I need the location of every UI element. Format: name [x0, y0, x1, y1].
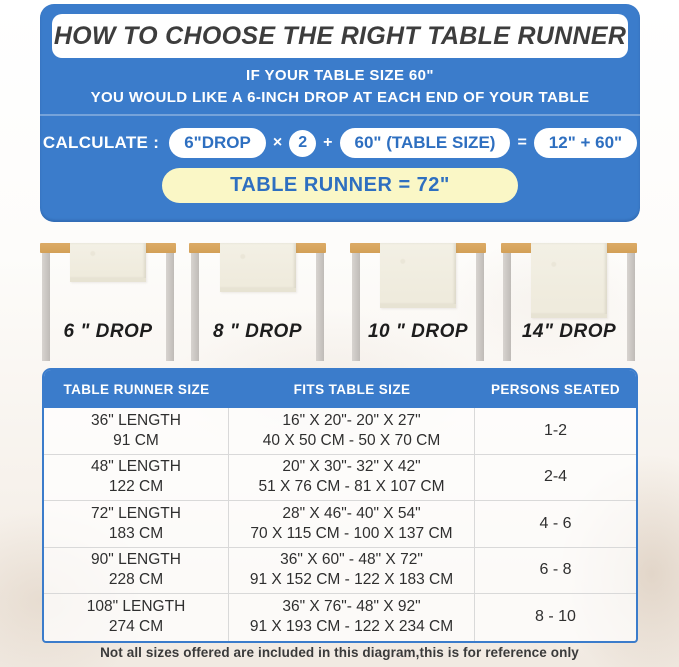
calculation-row [40, 128, 640, 158]
calculate-label: CALCULATE : [42, 133, 160, 152]
sum-pill: 12" + 60" [534, 128, 637, 158]
table-leg [476, 253, 484, 361]
equals-operator: = [517, 134, 527, 151]
drop-pill: 6"DROP [169, 128, 266, 158]
drop-label: 10 " DROP [367, 321, 469, 342]
drop-label: 14" DROP [521, 321, 617, 342]
runner-drape [220, 243, 296, 292]
runner-size-cell: 108" LENGTH 274 CM [44, 594, 229, 641]
divider [40, 114, 640, 116]
title-box [52, 14, 628, 58]
multiplier-badge: 2 [289, 130, 316, 157]
subtitle-line-1: IF YOUR TABLE SIZE 60" [246, 67, 434, 84]
header-panel [40, 4, 640, 222]
drop-label: 8 " DROP [212, 321, 303, 342]
col-header-persons: PERSONS SEATED [490, 381, 621, 397]
runner-size-cell: 48" LENGTH 122 CM [44, 455, 229, 501]
table-row [44, 501, 636, 548]
runner-drape [70, 243, 146, 282]
size-chart-header [44, 370, 636, 408]
table-row [44, 408, 636, 455]
persons-cell: 6 - 8 [539, 561, 572, 579]
table-figure-6in [40, 243, 176, 363]
table-size-pill: 60" (TABLE SIZE) [340, 128, 511, 158]
fits-size-cell: 36" X 76"- 48" X 92" 91 X 193 CM - 122 X 234 CM [229, 594, 475, 641]
table-leg [191, 253, 199, 361]
table-figure-8in [189, 243, 326, 363]
table-leg [166, 253, 174, 361]
table-row [44, 455, 636, 502]
fits-size-cell: 28" X 46"- 40" X 54" 70 X 115 CM - 100 X 137 CM [229, 501, 475, 547]
runner-drape [531, 243, 607, 318]
persons-cell: 4 - 6 [539, 514, 572, 532]
table-figure-14in [501, 243, 637, 363]
table-leg [42, 253, 50, 361]
result-pill: TABLE RUNNER = 72" [162, 168, 518, 203]
table-row [44, 548, 636, 595]
persons-cell: 8 - 10 [535, 608, 576, 626]
fits-size-cell: 36" X 60" - 48" X 72" 91 X 152 CM - 122 X 183 CM [229, 548, 475, 594]
page-title: HOW TO CHOOSE THE RIGHT TABLE RUNNER [53, 21, 627, 50]
runner-size-cell: 90" LENGTH 228 CM [44, 548, 229, 594]
col-header-runner-size: TABLE RUNNER SIZE [63, 381, 210, 397]
drop-label: 6 " DROP [63, 321, 153, 342]
table-row [44, 594, 636, 641]
table-leg [627, 253, 635, 361]
table-leg [316, 253, 324, 361]
table-leg [503, 253, 511, 361]
size-chart [42, 368, 638, 643]
runner-size-cell: 36" LENGTH 91 CM [44, 408, 229, 454]
fits-size-cell: 20" X 30"- 32" X 42" 51 X 76 CM - 81 X 107 CM [229, 455, 475, 501]
persons-cell: 1-2 [543, 421, 568, 439]
disclaimer-note: Not all sizes offered are included in this diagram,this is for reference only [100, 645, 579, 660]
fits-size-cell: 16" X 20"- 20" X 27" 40 X 50 CM - 50 X 70 CM [229, 408, 475, 454]
times-operator: × [272, 134, 283, 151]
table-figure-10in [350, 243, 486, 363]
plus-operator: + [323, 134, 333, 151]
table-leg [352, 253, 360, 361]
drop-diagrams [0, 243, 679, 363]
col-header-fits-table: FITS TABLE SIZE [293, 381, 411, 397]
subtitle-line-2: YOU WOULD LIKE A 6-INCH DROP AT EACH END OF YOUR TABLE [90, 89, 590, 106]
persons-cell: 2-4 [543, 468, 568, 486]
runner-drape [380, 243, 456, 308]
runner-size-cell: 72" LENGTH 183 CM [44, 501, 229, 547]
